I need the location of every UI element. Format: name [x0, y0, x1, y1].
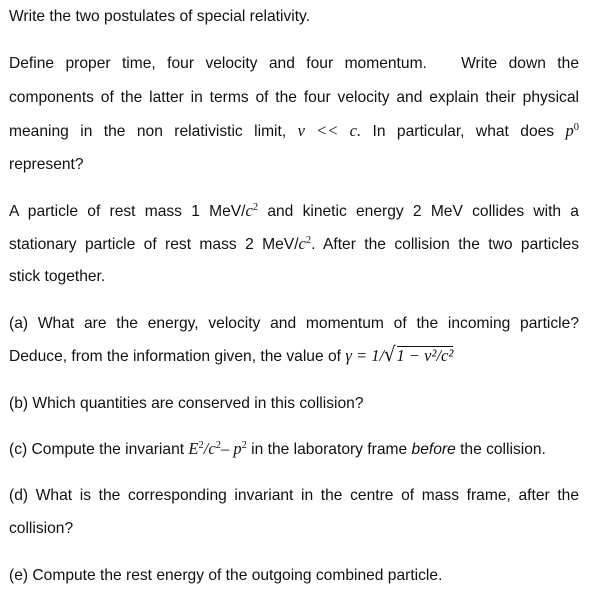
setup-line-2: stationary particle of rest mass 2 MeV/$c^2$. After the collision the two particles	[9, 234, 579, 253]
part-e: (e) Compute the rest energy of the outgoing combined particle.	[9, 567, 443, 584]
part-a-line-2: Deduce, from the information given, the value of γ = 1/√1 − v²/c²	[9, 343, 454, 368]
part-b: (b) Which quantities are conserved in this collision?	[9, 395, 364, 412]
part-c: (c) Compute the invariant $E^2/c^2-$ $p^2$ in the laboratory frame before the collision.	[9, 439, 546, 458]
definitions-line-1: Define proper time, four velocity and four momentum. Write down the	[9, 55, 579, 72]
definitions-line-2: components of the latter in terms of the four velocity and explain their physical	[9, 89, 579, 106]
part-d-line-1: (d) What is the corresponding invariant in the centre of mass frame, after the	[9, 487, 579, 504]
setup-line-3: stick together.	[9, 268, 106, 285]
gamma-radical: √1 − v²/c²	[384, 343, 454, 368]
p-zero-symbol: $p^0$	[565, 121, 580, 140]
square-root-icon: √	[384, 343, 396, 368]
part-a-line-1: (a) What are the energy, velocity and momentum of the incoming particle?	[9, 315, 579, 332]
setup-line-1: A particle of rest mass 1 MeV/$c^2$ and kinetic energy 2 MeV collides with a	[9, 201, 579, 220]
definitions-line-4: represent?	[9, 156, 84, 173]
part-d-line-2: collision?	[9, 520, 74, 537]
invariant-formula: $E^2/c^2-$ $p^2$	[188, 439, 247, 458]
gamma-formula: γ = 1/	[345, 346, 385, 365]
definitions-line-3: meaning in the non relativistic limit, v << c. In particular, what does $p^0$	[9, 121, 580, 140]
nonrelativistic-condition: v << c.	[297, 121, 362, 140]
postulates-question: Write the two postulates of special relativity.	[9, 8, 311, 25]
